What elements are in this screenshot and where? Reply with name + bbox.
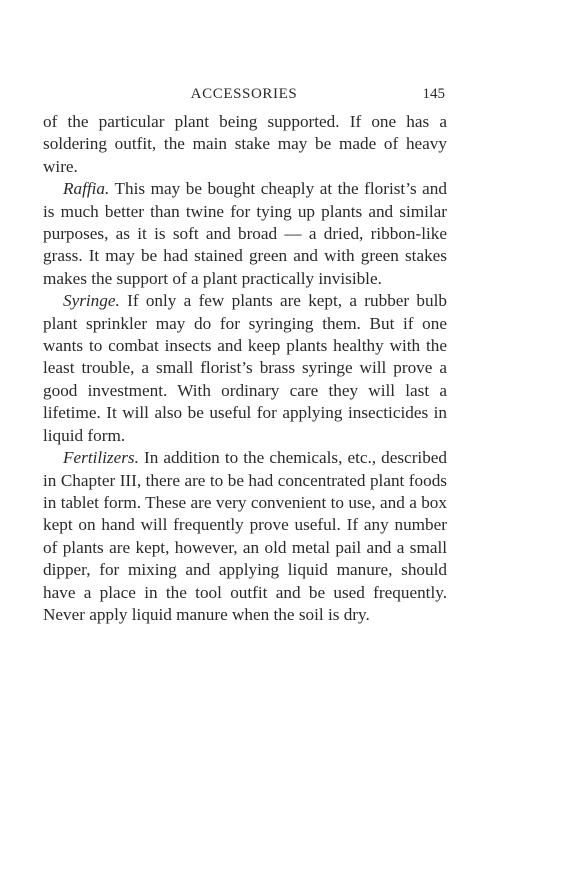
- paragraph-fertilizers: [43, 447, 447, 626]
- paragraph-raffia: [43, 178, 447, 290]
- paragraph-text: of the particular plant being supported. If one has a soldering outfit, the main stake may be made of heavy wire.: [43, 112, 447, 176]
- page-number: 145: [422, 86, 445, 102]
- paragraph-continuation: [43, 111, 447, 178]
- run-in-heading: Syringe.: [63, 291, 120, 311]
- paragraph-text: This may be bought cheaply at the florist’s and is much better than twine for tying up plants and similar purposes, as it is soft and broad — a dried, ribbon-like grass. It may be had stained green and with green stakes makes the support of a plant practically invisible.: [43, 179, 447, 288]
- paragraph-text: In addition to the chemicals, etc., described in Chapter III, there are to be had concentrated plant foods in tablet form. These are very convenient to use, and a box kept on hand will frequently prove useful. If any number of plants are kept, however, an old metal pail and a small dipper, for mixing and applying liquid manure, should have a place in the tool outfit and be used frequently. Never apply liquid manure when the soil is dry.: [43, 448, 448, 624]
- running-head: [43, 86, 445, 106]
- running-title: ACCESSORIES: [190, 86, 298, 102]
- paragraph-text: If only a few plants are kept, a rubber bulb plant sprinkler may do for syringing them. But if one wants to combat insects and keep plants healthy with the least trouble, a small florist’s brass syringe will prove a good investment. With ordinary care they will last a lifetime. It will also be useful for applying insecticides in liquid form.: [43, 291, 447, 445]
- body-text: [43, 111, 447, 626]
- run-in-heading: Raffia.: [63, 179, 110, 199]
- run-in-heading: Fertilizers.: [63, 448, 139, 468]
- paragraph-syringe: [43, 290, 447, 447]
